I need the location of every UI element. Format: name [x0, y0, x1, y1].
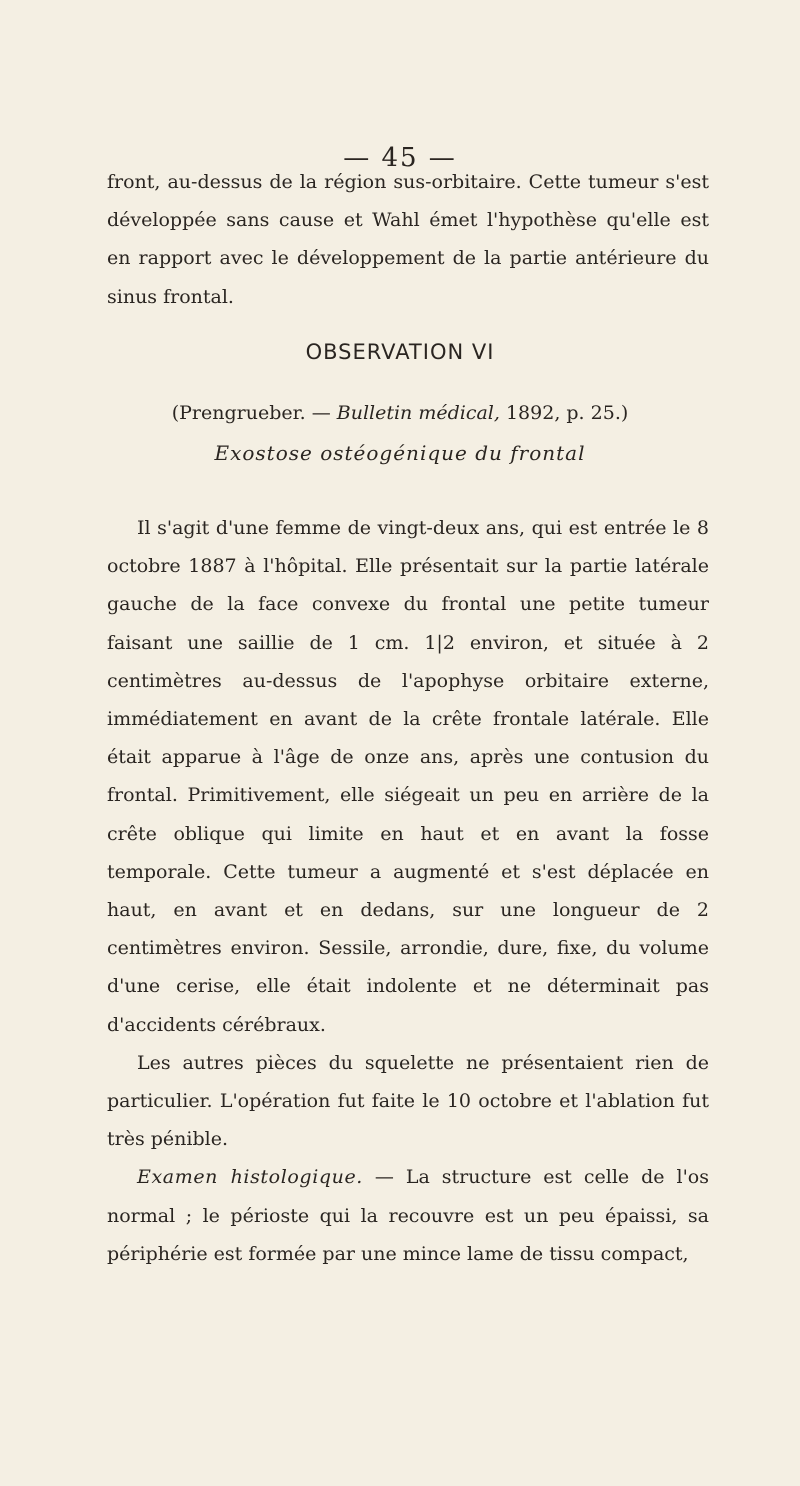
intro-paragraph [107, 163, 709, 316]
body-paragraph-3 [107, 1158, 709, 1273]
histology-heading: Examen histologique. [137, 1166, 363, 1189]
observation-subject: Exostose ostéogénique du frontal [214, 441, 586, 465]
observation-title: OBSERVATION VI [305, 340, 495, 364]
observation-reference [0, 402, 800, 424]
reference-prefix: (Prengrueber. — [171, 402, 337, 424]
intro-text: front, au-dessus de la région sus-orbitaire. Cette tumeur s'est développée sans cause et Wahl émet l'hypothèse qu'elle est en rapport avec le développement de la partie antérieure du sinus frontal. [107, 171, 709, 308]
reference-journal: Bulletin médical, [336, 402, 500, 424]
body-paragraph-2: Les autres pièces du squelette ne présentaient rien de particulier. L'opération fut faite le 10 octobre et l'ablation fut très pénible. [107, 1051, 709, 1151]
body-paragraph-1: Il s'agit d'une femme de vingt-deux ans, qui est entrée le 8 octobre 1887 à l'hôpital. Elle présentait sur la partie latérale gauche de la face convexe du frontal une petite tumeur faisant une saillie de 1 cm. 1|2 environ, et située à 2 centimètres au-dessus de l'apophyse orbitaire externe, immédiatement en avant de la crête frontale latérale. Elle était apparue à l'âge de onze ans, après une contusion du frontal. Primitivement, elle siégeait un peu en arrière de la crête oblique qui limite en haut et en avant la fosse temporale. Cette tumeur a augmenté et s'est déplacée en haut, en avant et en dedans, sur une longueur de 2 centimètres environ. Sessile, arrondie, dure, fixe, du volume d'une cerise, elle était indolente et ne déterminait pas d'accidents cérébraux. [107, 517, 709, 1036]
observation-body [107, 509, 709, 1273]
histology-text: — La structure est celle de l'os normal ; le périoste qui la recouvre est un peu épaissi, sa périphérie est formée par une mince lame de tissu compact, [107, 1166, 709, 1265]
reference-suffix: 1892, p. 25.) [499, 402, 629, 424]
page-number: — 45 — [343, 143, 457, 173]
